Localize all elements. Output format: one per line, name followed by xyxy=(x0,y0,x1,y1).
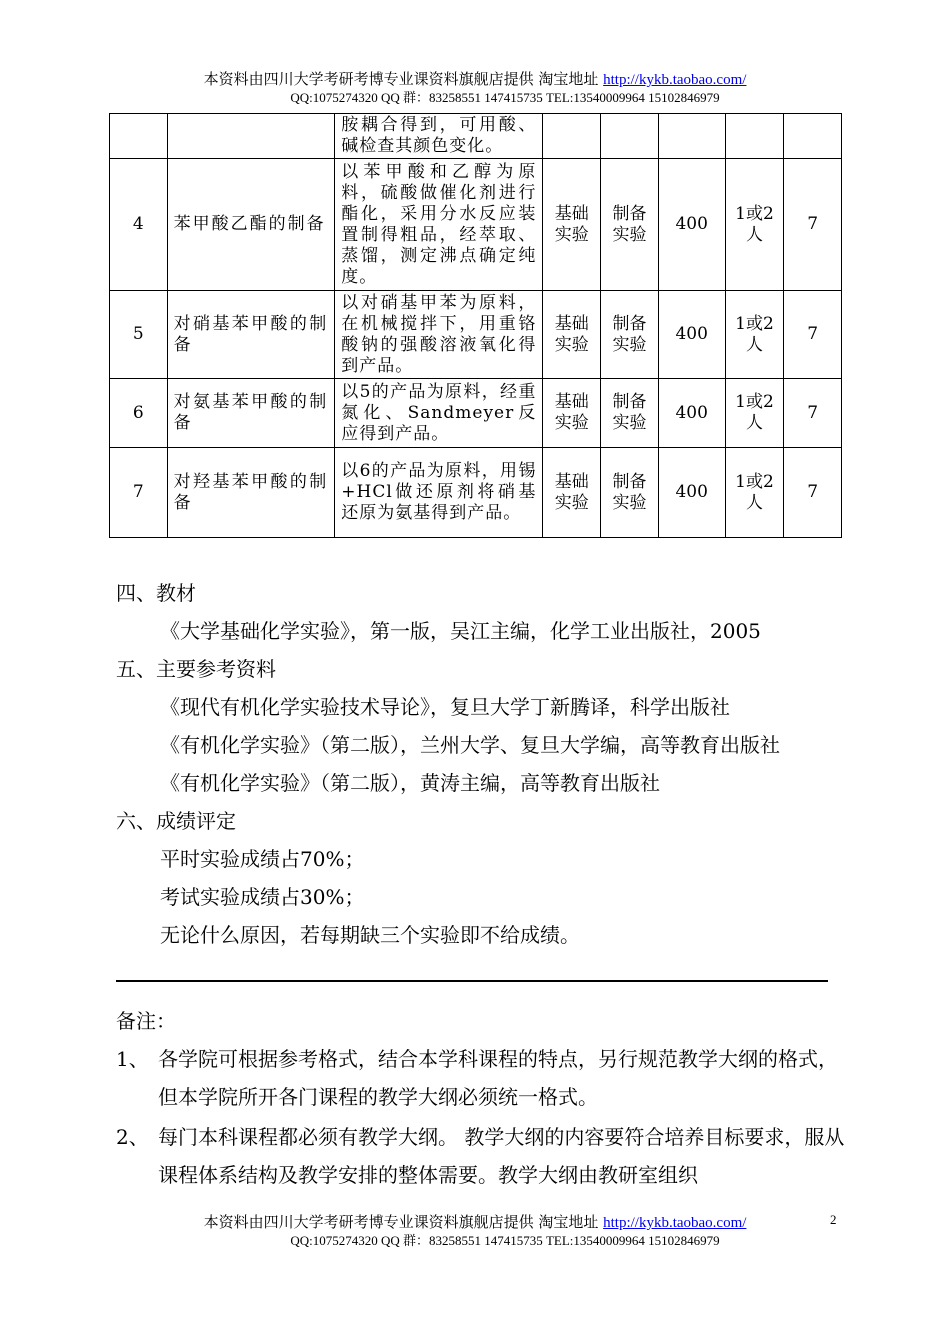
cell-no xyxy=(110,114,168,159)
cell-category: 制备实验 xyxy=(601,291,659,379)
cell-no: 4 xyxy=(110,159,168,291)
note-text: 各学院可根据参考格式，结合本学科课程的特点，另行规范教学大纲的格式，但本学院所开各门课程的教学大纲必须统一格式。 xyxy=(158,1047,838,1109)
table-row xyxy=(110,291,842,379)
table-row xyxy=(110,114,842,159)
cell-no: 7 xyxy=(110,448,168,538)
cell-group: 1或2人 xyxy=(725,291,784,379)
note-text: 每门本科课程都必须有教学大纲。 教学大纲的内容要符合培养目标要求，服从课程体系结构及教学安排的整体需要。教学大纲由教研室组织 xyxy=(158,1125,845,1187)
note-number: 2、 xyxy=(116,1125,149,1149)
header-text: 本资料由四川大学考研考博专业课资料旗舰店提供 淘宝地址 xyxy=(203,70,604,88)
reference-item: 《现代有机化学实验技术导论》，复旦大学丁新腾译，科学出版社 xyxy=(160,695,730,719)
cell-group xyxy=(725,114,784,159)
cell-type xyxy=(543,114,601,159)
separator-line xyxy=(116,980,828,982)
reference-item: 《有机化学实验》（第二版），黄涛主编，高等教育出版社 xyxy=(160,771,660,795)
footer-text: 本资料由四川大学考研考博专业课资料旗舰店提供 淘宝地址 xyxy=(203,1213,604,1231)
note-item xyxy=(116,1040,846,1116)
cell-week xyxy=(784,114,842,159)
textbook-entry: 《大学基础化学实验》，第一版，吴江主编，化学工业出版社，2005 xyxy=(160,619,761,643)
grading-item: 平时实验成绩占70%； xyxy=(160,847,365,871)
cell-week: 7 xyxy=(784,379,842,448)
cell-category xyxy=(601,114,659,159)
cell-name xyxy=(167,114,335,159)
cell-hours: 400 xyxy=(658,379,725,448)
header-link[interactable]: http://kykb.taobao.com/ xyxy=(603,72,747,88)
cell-type: 基础实验 xyxy=(543,379,601,448)
cell-week: 7 xyxy=(784,291,842,379)
page-header xyxy=(0,70,950,107)
cell-name: 对硝基苯甲酸的制备 xyxy=(167,291,335,379)
grading-heading: 六、成绩评定 xyxy=(116,809,236,833)
cell-week: 7 xyxy=(784,159,842,291)
cell-category: 制备实验 xyxy=(601,379,659,448)
cell-type: 基础实验 xyxy=(543,159,601,291)
table-row xyxy=(110,379,842,448)
cell-desc: 胺耦合得到，可用酸、碱检查其颜色变化。 xyxy=(335,114,543,159)
cell-desc: 以对硝基甲苯为原料，在机械搅拌下，用重铬酸钠的强酸溶液氧化得到产品。 xyxy=(335,291,543,379)
note-item xyxy=(116,1118,846,1194)
cell-desc: 以6的产品为原料，用锡+HCl做还原剂将硝基还原为氨基得到产品。 xyxy=(335,448,543,538)
cell-no: 5 xyxy=(110,291,168,379)
experiments-table xyxy=(109,113,842,538)
cell-desc: 以苯甲酸和乙醇为原料，硫酸做催化剂进行酯化，采用分水反应装置制得粗品，经萃取、蒸馏，测定沸点确定纯度。 xyxy=(335,159,543,291)
footer-line-1 xyxy=(0,1213,950,1232)
cell-category: 制备实验 xyxy=(601,448,659,538)
table-row xyxy=(110,159,842,291)
grading-item: 考试实验成绩占30%； xyxy=(160,885,365,909)
body-sections xyxy=(116,574,780,954)
cell-no: 6 xyxy=(110,379,168,448)
table-row xyxy=(110,448,842,538)
cell-desc: 以5的产品为原料，经重氮化、Sandmeyer反应得到产品。 xyxy=(335,379,543,448)
cell-category: 制备实验 xyxy=(601,159,659,291)
cell-hours: 400 xyxy=(658,159,725,291)
cell-name: 苯甲酸乙酯的制备 xyxy=(167,159,335,291)
cell-hours: 400 xyxy=(658,448,725,538)
references-heading: 五、主要参考资料 xyxy=(116,657,276,681)
cell-week: 7 xyxy=(784,448,842,538)
cell-type: 基础实验 xyxy=(543,448,601,538)
reference-item: 《有机化学实验》（第二版），兰州大学、复旦大学编，高等教育出版社 xyxy=(160,733,780,757)
cell-hours: 400 xyxy=(658,291,725,379)
footer-link[interactable]: http://kykb.taobao.com/ xyxy=(603,1215,747,1231)
page-footer xyxy=(0,1213,950,1250)
cell-group: 1或2人 xyxy=(725,379,784,448)
cell-type: 基础实验 xyxy=(543,291,601,379)
cell-name: 对氨基苯甲酸的制备 xyxy=(167,379,335,448)
note-number: 1、 xyxy=(116,1047,149,1071)
footer-contact: QQ:1075274320 QQ 群：83258551 147415735 TEL:13540009964 15102846979 xyxy=(290,1233,720,1248)
cell-hours xyxy=(658,114,725,159)
cell-group: 1或2人 xyxy=(725,448,784,538)
notes-title: 备注： xyxy=(116,1009,176,1033)
header-contact: QQ:1075274320 QQ 群：83258551 147415735 TEL:13540009964 15102846979 xyxy=(290,90,720,105)
cell-group: 1或2人 xyxy=(725,159,784,291)
page-number: 2 xyxy=(830,1212,837,1227)
textbook-heading: 四、教材 xyxy=(116,581,196,605)
cell-name: 对羟基苯甲酸的制备 xyxy=(167,448,335,538)
grading-item: 无论什么原因，若每期缺三个实验即不给成绩。 xyxy=(160,923,580,947)
header-line-1 xyxy=(0,70,950,89)
